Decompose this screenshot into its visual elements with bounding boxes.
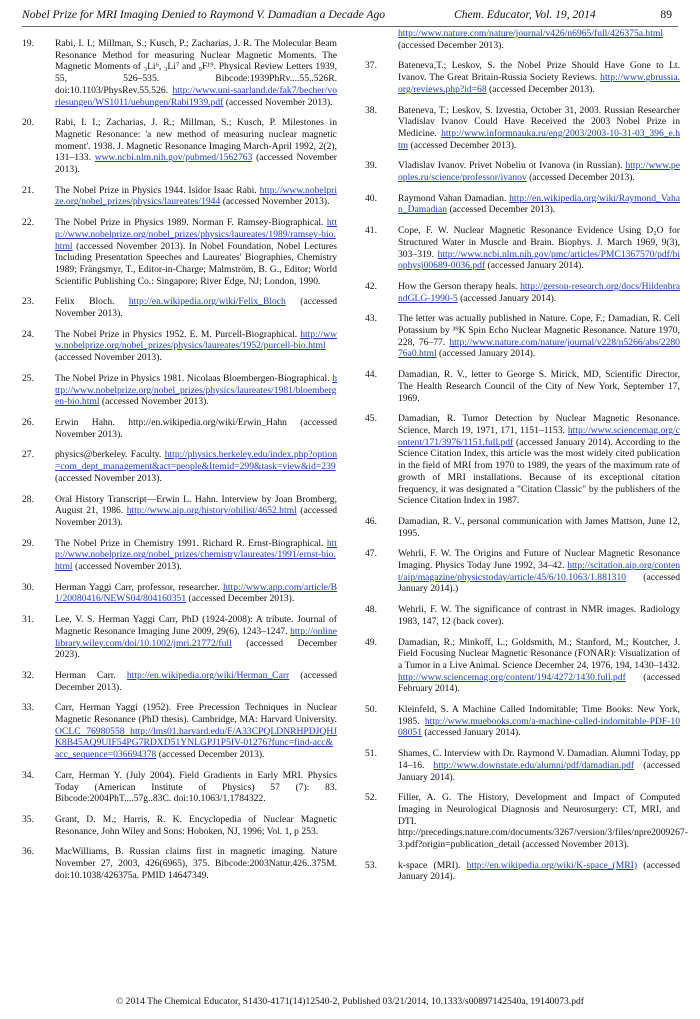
reference-access-note: (accessed December 2013). <box>398 39 504 51</box>
reference-link[interactable]: http://www.nobelprize.org/nobel_prizes/physics/laureates/1952/purcell-bio.html <box>55 328 337 352</box>
page-number: 89 <box>660 8 672 21</box>
reference-access-note: (accessed January 2014). <box>398 759 680 783</box>
reference-access-note: (accessed January 2014). <box>487 260 584 272</box>
reference-link[interactable]: http://www.nobelprize.org/nobel_prizes/chemistry/laureates/1991/ernst-bio.html <box>55 537 337 573</box>
reference-link[interactable]: http://www.sciencemag.org/content/171/3976/1151.full.pdf <box>398 424 680 448</box>
reference-link[interactable]: http://www.informnauka.ru/eng/2003/2003-10-31-03_396_e.htm <box>398 127 680 151</box>
reference-number: 36. <box>22 846 34 858</box>
reference-text: Rabi, I. I.; Zacharias, J. R.; Millman, S.; Kusch, P. Milestones in Magnetic Resonance: 'a new method of measuring nuclear magnetic moment'. 1938. J. Magnetic Resonance Imaging March-April 1992, 2(2), 131–133. <box>55 117 337 164</box>
reference-item <box>365 313 680 360</box>
reference-number: 53. <box>365 859 377 871</box>
reference-text: k-space (MRI). <box>398 859 461 871</box>
reference-access-note: (accessed November 2013). In Nobel Foundation, Nobel Lectures Including Presentation Speeches and Laureates' Biographies, Chemistry 1989; Frängsmyr, T., Editor-in-Charge; Malmström, B. G., Editor; World Scientific Publishing Co.: Singapore; River Edge, NJ; London, 1990. <box>55 240 337 287</box>
reference-access-note: (accessed November 2013). <box>75 561 182 573</box>
reference-text: Kleinfeld, S. A Machine Called Indomitable; Time Books: New York, 1985. <box>398 704 680 727</box>
reference-number: 39. <box>365 160 377 172</box>
reference-access-note: (accessed February 2014). <box>398 671 680 695</box>
reference-text: Rabi, I. I.; Millman, S.; Kusch, P.; Zacharias, J. R. The Molecular Beam Resonance Method for measuring Nuclear Magnetic Moments. The Magnetic Moments of ₃Li⁶, ₃Li⁷ and ₉F¹⁹. Physical Review Letters 1939, 55, 526–535. Bibcode:1939PhRv....55..526R. doi:10.1103/PhysRev.55.526. <box>55 38 337 96</box>
reference-item <box>22 38 337 108</box>
reference-item <box>365 413 680 507</box>
reference-access-note: (accessed January 2014). <box>398 859 681 883</box>
reference-text: Cope, F. W. Nuclear Magnetic Resonance Evidence Using D₂O for Structured Water in Muscle and Brain. Biophys. J. March 1969, 9(3), 303–319. <box>398 225 680 260</box>
reference-text: Carr, Herman Yaggi (1952). Free Precession Techniques in Nuclear Magnetic Resonance (PhD thesis). Cambridge, MA: Harvard University. <box>55 702 337 726</box>
reference-link[interactable]: http://www.nobelprize.org/nobel_prizes/physics/laureates/1944 <box>55 184 338 208</box>
reference-item <box>22 117 337 176</box>
reference-number: 31. <box>22 614 34 626</box>
reference-text: Damadian, R. Tumor Detection by Nuclear Magnetic Resonance. Science, March 19, 1971, 171, 1151–1153. <box>398 413 680 436</box>
reference-link[interactable]: http://en.wikipedia.org/wiki/Felix_Bloch <box>128 296 286 308</box>
reference-number: 28. <box>22 493 34 505</box>
reference-item <box>365 28 680 51</box>
reference-access-note: (accessed November 2013). <box>55 472 162 484</box>
reference-text: Lee, V. S. Herman Yaggi Carr, PhD (1924-2008): A tribute. Journal of Magnetic Resonance Imaging June 2009, 29(6), 1243–1247. <box>55 614 337 637</box>
reference-number: 48. <box>365 604 377 616</box>
reference-number: 30. <box>22 581 34 593</box>
reference-link[interactable]: http://onlinelibrary.wiley.com/doi/10.1002/jmri.21772/full <box>55 625 337 649</box>
reference-access-note: (accessed November 2013). <box>55 296 337 320</box>
reference-item <box>22 185 337 208</box>
reference-number: 37. <box>365 60 377 72</box>
reference-text: Oral History Transcript—Erwin L. Hahn. Interview by Joan Bromberg, August 21, 1986. <box>55 493 337 517</box>
reference-link[interactable]: http://www.peoples.ru/science/professor/ivanov <box>398 160 680 184</box>
reference-access-note: (accessed January 2014).) <box>398 571 680 595</box>
reference-number: 20. <box>22 117 34 129</box>
reference-text: The Nobel Prize in Physics 1989. Norman F. Ramsey-Biographical. <box>55 217 324 229</box>
reference-access-note: (accessed November 2013). <box>222 196 330 208</box>
reference-access-note: (accessed November 2013). <box>55 505 337 528</box>
reference-number: 47. <box>365 548 377 560</box>
reference-link[interactable]: www.ncbi.nlm.nih.gov/pubmed/1562763 <box>94 152 253 164</box>
reference-link[interactable]: http://www.nobelprize.org/nobel_prizes/physics/laureates/1989/ramsey-bio.html <box>55 217 337 252</box>
reference-access-note: (accessed December 2013). <box>529 172 635 184</box>
reference-text: Shames, C. Interview with Dr. Raymond V. Damadian. Alumni Today, pp 14–16. <box>398 748 680 771</box>
reference-number: 34. <box>22 769 34 781</box>
reference-text: The Nobel Prize in Chemistry 1991. Richard R. Ernst-Biographical. <box>55 537 324 549</box>
reference-access-note: (accessed November 2013). <box>101 396 209 408</box>
reference-link[interactable]: http://www.nature.com/nature/journal/v228/n5266/abs/228076a0.html <box>398 336 680 360</box>
reference-item <box>365 748 680 783</box>
reference-number: 49. <box>365 636 377 648</box>
reference-item <box>22 296 337 319</box>
reference-access-note: (accessed December 2013). <box>449 204 556 216</box>
reference-link[interactable]: http://www.gbrussia.org/reviews.php?id=68 <box>398 72 680 95</box>
reference-text: Bateneva, T.; Leskov, S. Izvestia, October 31, 2003. Russian Researcher Vladislav Ivanov Could Have Received the 2003 Nobel Prize in Medicine. <box>398 104 680 139</box>
reference-item <box>365 281 680 304</box>
reference-text: Felix Bloch. <box>55 296 115 308</box>
reference-item <box>22 217 337 287</box>
reference-text: How the Gerson therapy heals. <box>398 280 518 292</box>
reference-item <box>365 369 680 404</box>
reference-number: 50. <box>365 704 377 716</box>
reference-item <box>22 702 337 761</box>
reference-text: The Nobel Prize in Physics 1952. E. M. Purcell-Biographical. <box>55 328 298 340</box>
reference-link[interactable]: http://en.wikipedia.org/wiki/K-space_(MRI) <box>466 859 638 871</box>
reference-text: Vladislav Ivanov. Privet Nobeliu ot Ivanova (in Russian). <box>398 160 623 172</box>
reference-number: 24. <box>22 328 34 340</box>
reference-item <box>22 846 337 881</box>
reference-text: Wehrli, F. W. The significance of contrast in NMR images. Radiology 1983, 147, 12 (back cover). <box>398 604 680 627</box>
header-title: Nobel Prize for MRI Imaging Denied to Raymond V. Damadian a Decade Ago <box>22 8 386 21</box>
reference-number: 42. <box>365 280 377 292</box>
reference-text: Damadian, R.; Minkoff, L.; Goldsmith, M.; Stanford, M.; Koutcher, J. Field Focusing Nuclear Magnetic Resonance (FONAR): Visualization of a Tumor in a Live Animal. Science December 24, 1976, 194, 1430–1432. <box>398 636 680 671</box>
reference-link[interactable]: http://physics.berkeley.edu/index.php?option=com_dept_management&act=people&Itemid=299&task=view&id=239 <box>55 449 337 473</box>
reference-number: 45. <box>365 413 377 425</box>
reference-link[interactable]: http://www.sciencemag.org/content/194/4272/1430.full.pdf <box>398 671 626 683</box>
reference-number: 52. <box>365 792 377 804</box>
reference-link[interactable]: http://www.app.com/article/B1/20080416/NEWS04/804160351 <box>55 581 338 605</box>
reference-item <box>22 449 337 484</box>
reference-item <box>22 814 337 837</box>
reference-text: Bateneva,T.; Leskov, S. the Nobel Prize Should Have Gone to Lt. Ivanov. The Great Britain-Russia Society Reviews. <box>398 60 680 84</box>
reference-item <box>22 582 337 605</box>
reference-text: Erwin Hahn. http://en.wikipedia.org/wiki/Erwin_Hahn (accessed November 2013). <box>55 416 337 440</box>
reference-number: 25. <box>22 372 34 384</box>
reference-access-note: (accessed November 2013). <box>225 96 333 108</box>
reference-link[interactable]: http://gerson-research.org/docs/HildenbrandGLG-1990-5 <box>398 280 680 304</box>
reference-text: Filler, A. G. The History, Development and Impact of Computed Imaging in Neurological Diagnosis and Neurosurgery: CT, MRI, and DTI. http://precedings.nature.com/documents/3267/version/3/files/npre2009267-3.pdf?origin=publication_detail (accessed November 2013). <box>398 792 688 851</box>
reference-item <box>365 860 680 883</box>
reference-access-note: (accessed November 2013). <box>55 152 337 176</box>
reference-link[interactable]: http://scitation.aip.org/content/aip/magazine/physicstoday/article/45/6/10.1063/1.881310 <box>398 560 680 583</box>
reference-number: 26. <box>22 416 34 428</box>
header-journal: Chem. Educator, Vol. 19, 2014 <box>454 8 596 21</box>
reference-link[interactable]: http://www.aip.org/history/ohilist/4652.html <box>126 505 297 517</box>
reference-access-note: (accessed December 2013). <box>489 83 595 95</box>
reference-item <box>365 792 688 851</box>
reference-number: 44. <box>365 369 377 381</box>
reference-text: Wehrli, F. W. The Origins and Future of Nuclear Magnetic Resonance Imaging. Physics Today June 1992, 34–42. <box>398 548 680 572</box>
reference-access-note: (accessed December 2013). <box>158 749 265 761</box>
reference-item <box>22 670 337 693</box>
reference-number: 27. <box>22 449 34 461</box>
reference-item <box>22 770 337 805</box>
reference-item <box>365 193 680 216</box>
reference-number: 35. <box>22 813 34 825</box>
reference-access-note: (accessed January 2014). According to the Science Citation Index, this article was the most widely cited publication in the field of MRI from 1970 to 1989, the years of the maximum rate of growth of MRI installations. Because of its exceptional citation frequency, it was designated a "Citation Classic" by the publishers of the Science Citation Index in 1987. <box>398 436 680 507</box>
reference-access-note: (accessed December 2013). <box>410 139 517 151</box>
reference-number: 32. <box>22 669 34 681</box>
reference-item <box>22 494 337 529</box>
reference-number: 23. <box>22 296 34 308</box>
reference-text: Damadian, R. V., letter to George S. Mirick, MD, Scientific Director, The Health Research Council of the City of New York, September 17, 1969. <box>398 369 680 404</box>
reference-access-note: (accessed December 2013). <box>55 669 338 693</box>
reference-link[interactable]: http://www.muebooks.com/a-machine-called-indomitable-PDF-1008051 <box>398 715 680 739</box>
references-right-column <box>365 28 688 892</box>
reference-item <box>22 417 337 440</box>
reference-access-note: (accessed January 2014). <box>460 292 557 304</box>
reference-text: The Nobel Prize in Physics 1944. Isidor Isaac Rabi. <box>55 184 257 196</box>
reference-item <box>365 604 680 627</box>
reference-text: Herman Carr. <box>55 669 116 681</box>
reference-number: 41. <box>365 225 377 237</box>
reference-access-note: (accessed December 2013). <box>188 593 295 605</box>
reference-number: 22. <box>22 217 34 229</box>
reference-text: The Nobel Prize in Physics 1981. Nicolaas Bloembergen-Biographical. <box>55 372 330 384</box>
reference-number: 19. <box>22 38 34 49</box>
references-left-column <box>22 38 337 890</box>
reference-number: 29. <box>22 537 34 549</box>
reference-link[interactable]: http://en.wikipedia.org/wiki/Herman_Carr <box>126 669 290 681</box>
reference-link[interactable]: http://www.uni-saarland.de/fak7/becher/vorlesungen/WS1011/uebungen/Rabi1939.pdf <box>55 84 337 108</box>
reference-text: MacWilliams, B. Russian claims first in magnetic imaging. Nature November 27, 2003, 426(6965), 375. Bibcode:2003Natur.426..375M. doi:10.1038/426375a. PMID 14647349. <box>55 846 337 881</box>
reference-number: 38. <box>365 104 377 116</box>
header-rule <box>22 26 678 27</box>
reference-text: physics@berkeley. Faculty. <box>55 449 162 461</box>
reference-item <box>365 548 680 595</box>
reference-text: Damadian, R. V., personal communication with James Mattson, June 12, 1995. <box>398 515 680 539</box>
running-header <box>22 8 678 26</box>
reference-item <box>22 373 337 408</box>
reference-access-note: (accessed January 2014). <box>424 727 521 739</box>
reference-item <box>22 329 337 364</box>
reference-link[interactable]: http://www.downstate.edu/alumni/pdf/damadian.pdf <box>433 759 635 771</box>
reference-link[interactable]: http://www.nobelprize.org/nobel_prizes/physics/laureates/1981/bloembergen-bio.html <box>55 372 338 408</box>
reference-item <box>365 704 680 739</box>
reference-item <box>365 105 680 152</box>
page-footer: © 2014 The Chemical Educator, S1430-4171(14)12540-2, Published 03/21/2014, 10.1333/s00897142540a, 19140073.pdf <box>116 996 584 1007</box>
reference-text: Grant, D. M.; Harris, R. K. Encyclopedia of Nuclear Magnetic Resonance, John Wiley and Sons: Hoboken, NJ, 1996; Vol. 1, p 253. <box>55 813 337 837</box>
reference-text: Herman Yaggi Carr, professor, researcher. <box>55 581 220 593</box>
reference-number: 21. <box>22 184 34 196</box>
reference-link[interactable]: OCLC 76980558 http://lms01.harvard.edu/F/A33CPQLDNRHPDJQHJK8B45AQ9UIF54PG7RDXD51YNLGPJ1P5IV-01276?func=find-acc&acc_sequence=036694378 <box>55 725 337 761</box>
reference-item <box>365 160 680 183</box>
reference-access-note: (accessed December 2023). <box>55 637 337 661</box>
reference-number: 40. <box>365 192 377 204</box>
reference-link[interactable]: http://en.wikipedia.org/wiki/Raymond_Vahan_Damadian <box>398 192 680 216</box>
reference-link[interactable]: http://www.nature.com/nature/journal/v426/n6965/full/426375a.html <box>398 28 664 39</box>
reference-number: 51. <box>365 748 377 760</box>
reference-access-note: (accessed January 2014). <box>439 348 536 360</box>
reference-item <box>365 637 680 696</box>
reference-number: 46. <box>365 515 377 527</box>
reference-number: 43. <box>365 313 377 325</box>
reference-item <box>22 614 337 661</box>
reference-text: The letter was actually published in Nature. Cope, F.; Damadian, R. Cell Potassium by ³⁹K Spin Echo Nuclear Magnetic Resonance. Nature 1970, 228, 76–77. <box>398 313 680 348</box>
reference-item <box>22 538 337 573</box>
reference-item <box>365 225 680 272</box>
reference-number: 33. <box>22 702 34 714</box>
reference-link[interactable]: http://www.ncbi.nlm.nih.gov/pmc/articles/PMC1367570/pdf/biophysj00689-0036.pdf <box>398 248 680 272</box>
reference-item <box>365 60 680 95</box>
reference-text: Raymond Vahan Damadian. <box>398 192 507 204</box>
reference-access-note: (accessed November 2013). <box>55 352 162 364</box>
reference-item <box>365 516 680 539</box>
reference-text: Carr, Herman Y. (July 2004). Field Gradients in Early MRI. Physics Today (American Institute of Physics) 57 (7): 83. Bibcode:2004PhT....57g..83C. doi:10.1063/1.1784322. <box>55 769 337 805</box>
